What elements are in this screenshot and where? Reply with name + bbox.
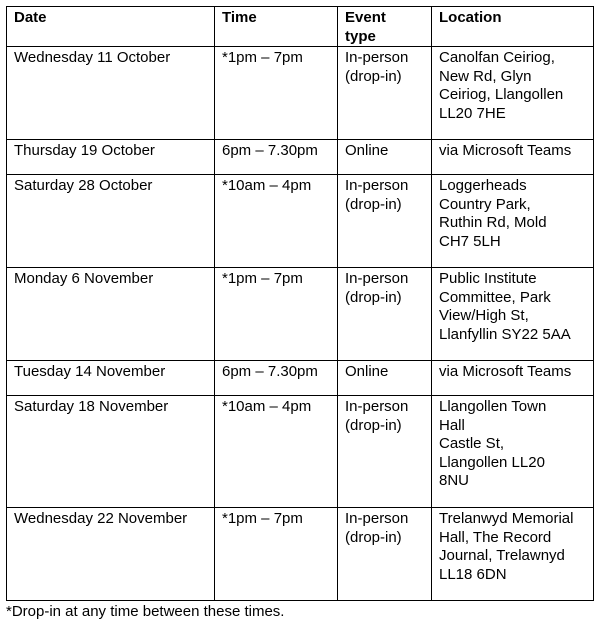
cell-location: Canolfan Ceiriog, New Rd, Glyn Ceiriog, Llangollen LL20 7HE: [432, 47, 594, 140]
header-event-type: Event type: [338, 7, 432, 47]
cell-date: Tuesday 14 November: [7, 361, 215, 396]
cell-time: *1pm – 7pm: [215, 47, 338, 140]
cell-event-type: In-person (drop-in): [338, 47, 432, 140]
cell-time: 6pm – 7.30pm: [215, 140, 338, 175]
table-row: [7, 140, 594, 175]
cell-date: Wednesday 11 October: [7, 47, 215, 140]
cell-location: via Microsoft Teams: [432, 361, 594, 396]
cell-event-type: In-person (drop-in): [338, 508, 432, 601]
table-row: [7, 361, 594, 396]
cell-location: Public Institute Committee, Park View/High St, Llanfyllin SY22 5AA: [432, 268, 594, 361]
table-row: [7, 175, 594, 268]
cell-time: *10am – 4pm: [215, 175, 338, 268]
header-location: Location: [432, 7, 594, 47]
events-table: [6, 6, 594, 601]
cell-date: Thursday 19 October: [7, 140, 215, 175]
cell-date: Monday 6 November: [7, 268, 215, 361]
cell-location: via Microsoft Teams: [432, 140, 594, 175]
cell-event-type: Online: [338, 361, 432, 396]
cell-time: *10am – 4pm: [215, 396, 338, 508]
table-row: [7, 47, 594, 140]
cell-event-type: In-person (drop-in): [338, 175, 432, 268]
cell-time: *1pm – 7pm: [215, 268, 338, 361]
cell-event-type: Online: [338, 140, 432, 175]
cell-location: Llangollen Town Hall Castle St, Llangollen LL20 8NU: [432, 396, 594, 508]
cell-event-type: In-person (drop-in): [338, 268, 432, 361]
footnote: *Drop-in at any time between these times.: [6, 603, 285, 620]
cell-time: *1pm – 7pm: [215, 508, 338, 601]
cell-event-type: In-person (drop-in): [338, 396, 432, 508]
cell-date: Saturday 28 October: [7, 175, 215, 268]
header-row: [7, 7, 594, 47]
cell-time: 6pm – 7.30pm: [215, 361, 338, 396]
header-date: Date: [7, 7, 215, 47]
cell-date: Wednesday 22 November: [7, 508, 215, 601]
cell-location: Loggerheads Country Park, Ruthin Rd, Mold CH7 5LH: [432, 175, 594, 268]
cell-date: Saturday 18 November: [7, 396, 215, 508]
cell-location: Trelanwyd Memorial Hall, The Record Journal, Trelawnyd LL18 6DN: [432, 508, 594, 601]
table-row: [7, 268, 594, 361]
table-row: [7, 508, 594, 601]
table-row: [7, 396, 594, 508]
header-time: Time: [215, 7, 338, 47]
